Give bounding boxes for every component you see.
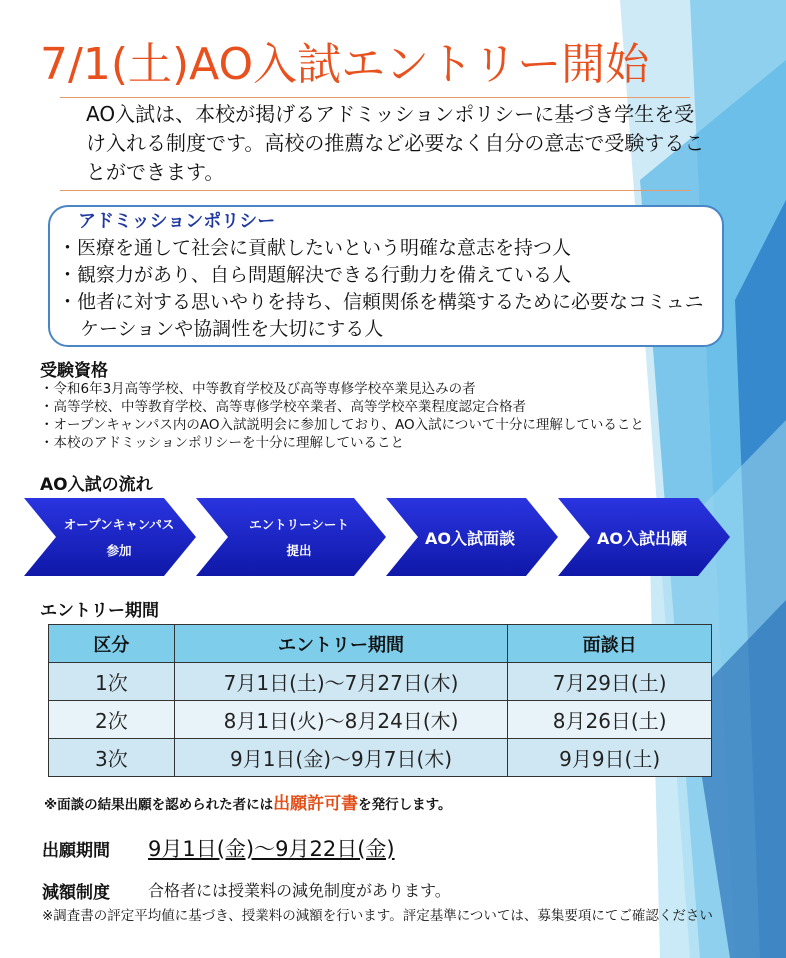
flow-step-3: AO入試面談 xyxy=(425,529,515,548)
flow-step-2-line1: エントリーシート xyxy=(249,517,349,532)
qualification-title: 受験資格 xyxy=(40,361,108,381)
permit-note-highlight: 出願許可書 xyxy=(273,794,359,814)
table-cell: 9月1日(金)～9月7日(木) xyxy=(174,739,507,777)
table-cell: 7月1日(土)～7月27日(木) xyxy=(174,663,507,701)
qualification-item: ・本校のアドミッションポリシーを十分に理解していること xyxy=(40,435,404,451)
flow-step-1 xyxy=(58,512,180,564)
table-cell: 8月1日(火)～8月24日(木) xyxy=(174,701,507,739)
table-row xyxy=(49,701,712,739)
table-row xyxy=(49,739,712,777)
flow-step-2 xyxy=(228,512,370,564)
qualification-item: ・令和6年3月高等学校、中等教育学校及び高等専修学校卒業見込みの者 xyxy=(40,381,476,397)
table-cell: 9月9日(土) xyxy=(508,739,712,777)
page-title: 7/1(土)AO入試エントリー開始 xyxy=(40,39,650,90)
qualification-item: ・高等学校、中等教育学校、高等専修学校卒業者、高等学校卒業程度認定合格者 xyxy=(40,399,526,415)
entry-period-title: エントリー期間 xyxy=(40,601,159,621)
table-cell: 8月26日(土) xyxy=(508,701,712,739)
table-cell: 2次 xyxy=(49,701,175,739)
flow-step-1-line1: オープンキャンパス xyxy=(63,517,175,532)
application-period-value: 9月1日(金)～9月22日(金) xyxy=(148,837,395,861)
header-interview-date: 面談日 xyxy=(508,625,712,663)
flow-title: AO入試の流れ xyxy=(40,475,153,495)
flow-step-2-line2: 提出 xyxy=(286,543,312,558)
intro-text: AO入試は、本校が掲げるアドミッションポリシーに基づき学生を受け入れる制度です。高校の推薦など必要なく自分の意志で受験することができます。 xyxy=(86,102,705,184)
flow-step-4: AO入試出願 xyxy=(597,529,687,548)
flow-step-1-line2: 参加 xyxy=(106,543,132,558)
permit-note-prefix: ※面談の結果出願を認められた者には xyxy=(44,797,274,813)
intro-bottom-divider xyxy=(60,190,690,191)
table-header-row xyxy=(49,625,712,663)
policy-item: ・他者に対する思いやりを持ち、信頼関係を構築するために必要なコミュニケーションや協調性を大切にする人 xyxy=(58,291,704,340)
admission-policy-title: アドミッションポリシー xyxy=(78,211,276,232)
header-category: 区分 xyxy=(49,625,175,663)
application-period-label: 出願期間 xyxy=(42,841,110,861)
reduction-footnote: ※調査書の評定平均値に基づき、授業料の減額を行います。評定基準については、募集要項にてご確認ください xyxy=(42,908,713,924)
table-cell: 3次 xyxy=(49,739,175,777)
table-row xyxy=(49,663,712,701)
qualification-item: ・オープンキャンパス内のAO入試説明会に参加しており、AO入試について十分に理解していること xyxy=(40,417,644,433)
reduction-label: 減額制度 xyxy=(42,883,110,903)
qualification-list xyxy=(40,380,770,452)
intro-top-divider xyxy=(60,97,690,98)
admission-policy-list xyxy=(58,235,718,343)
entry-period-table xyxy=(48,624,712,777)
permit-note xyxy=(44,789,452,814)
table-cell: 7月29日(土) xyxy=(508,663,712,701)
header-entry-period: エントリー期間 xyxy=(174,625,507,663)
table-cell: 1次 xyxy=(49,663,175,701)
policy-item: ・医療を通して社会に貢献したいという明確な意志を持つ人 xyxy=(58,237,572,259)
permit-note-suffix: を発行します。 xyxy=(358,797,452,813)
policy-item: ・観察力があり、自ら問題解決できる行動力を備えている人 xyxy=(58,264,572,286)
reduction-text: 合格者には授業料の減免制度があります。 xyxy=(148,881,451,900)
